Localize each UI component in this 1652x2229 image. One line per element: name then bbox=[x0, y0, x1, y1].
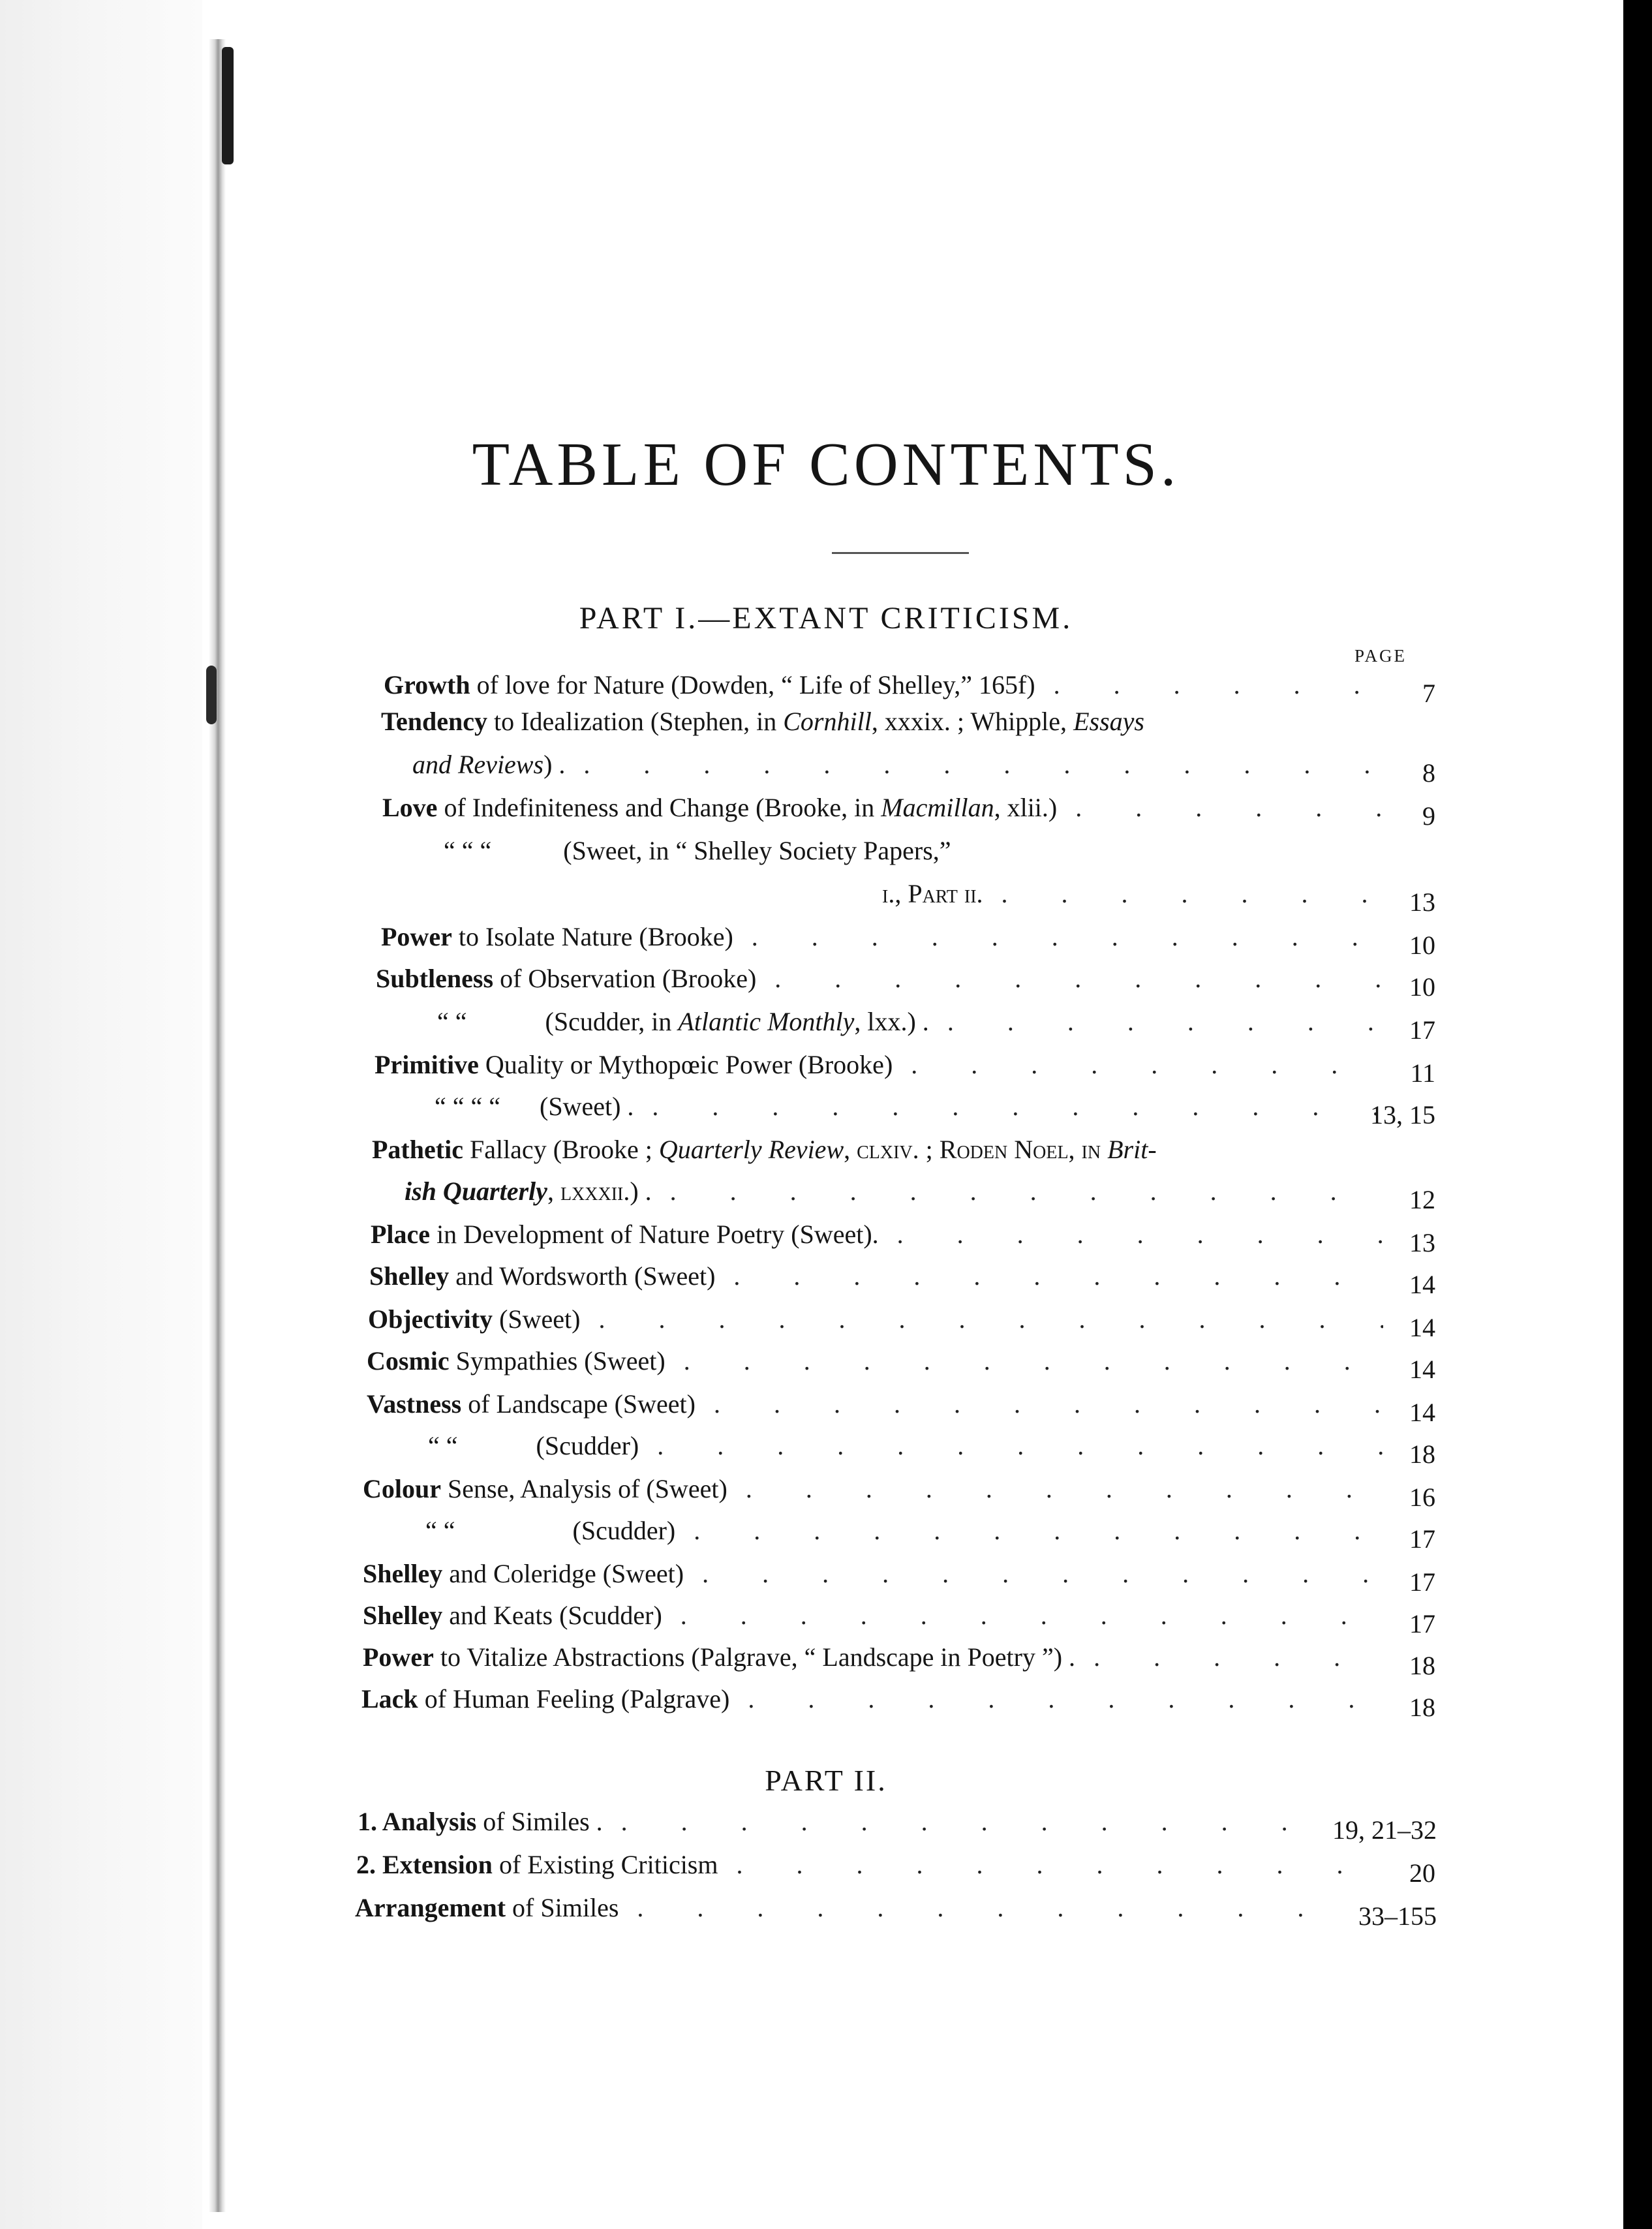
part-2-heading: PART II. bbox=[765, 1764, 887, 1797]
toc-entry: Shelley and Coleridge (Sweet) . . . 17 bbox=[363, 1558, 1383, 1597]
toc-entry: Power to Vitalize Abstractions (Palgrave, “ Landscape in Poetry ”) . . . . 18 bbox=[363, 1642, 1383, 1681]
page-number: 14 bbox=[1409, 1398, 1435, 1427]
toc-entry: Vastness of Landscape (Sweet) . . . 14 bbox=[367, 1389, 1383, 1428]
toc-entry: Cosmic Sympathies (Sweet) . . . 14 bbox=[367, 1345, 1383, 1385]
page-gutter bbox=[209, 39, 226, 2212]
binding-mark bbox=[222, 47, 234, 164]
toc-entry-continuation: i., Part ii. . . . 13 bbox=[882, 878, 1383, 917]
page-number: 13 bbox=[1409, 1228, 1435, 1257]
title-rule bbox=[832, 552, 969, 554]
page-number: 18 bbox=[1409, 1693, 1435, 1722]
page-number: 13 bbox=[1409, 887, 1435, 917]
ditto-marks: “ “ bbox=[425, 1516, 455, 1545]
ditto-marks: “ “ “ “ bbox=[435, 1092, 501, 1121]
page-number: 18 bbox=[1409, 1439, 1435, 1469]
ditto-marks: “ “ bbox=[428, 1431, 458, 1460]
toc-entry-continuation: ish Quarterly, lxxxii.) . . . . 12 bbox=[405, 1176, 1383, 1215]
toc-entry: “ “ “ “ (Sweet) . . . . 13, 15 bbox=[435, 1091, 1383, 1130]
toc-entry: Power to Isolate Nature (Brooke) . . . 10 bbox=[381, 921, 1383, 961]
scan-border bbox=[1623, 0, 1652, 2229]
page-number: 10 bbox=[1409, 930, 1435, 960]
scan-margin bbox=[0, 0, 202, 2229]
toc-entry-continuation: and Reviews) . . . . 8 bbox=[412, 749, 1383, 788]
page-title: TABLE OF CONTENTS. bbox=[472, 431, 1180, 499]
page-number: 17 bbox=[1409, 1609, 1435, 1638]
page-number: 18 bbox=[1409, 1651, 1435, 1680]
toc-entry: “ “ (Scudder) . . . 17 bbox=[425, 1515, 1383, 1554]
page-number: 16 bbox=[1409, 1483, 1435, 1512]
toc-entry: Subtleness of Observation (Brooke) . . . 10 bbox=[376, 963, 1383, 1002]
page-number: 33–155 bbox=[1358, 1901, 1437, 1931]
page-number: 14 bbox=[1409, 1313, 1435, 1342]
toc-entry: Primitive Quality or Mythopœic Power (Brooke) . . . 11 bbox=[375, 1049, 1383, 1088]
page-number: 17 bbox=[1409, 1015, 1435, 1045]
toc-entry: Tendency to Idealization (Stephen, in Cornhill, xxxix. ; Whipple, Essays bbox=[381, 707, 1144, 736]
toc-entry: Pathetic Fallacy (Brooke ; Quarterly Review, clxiv. ; Roden Noel, in Brit- bbox=[372, 1135, 1157, 1164]
toc-entry: Place in Development of Nature Poetry (Sweet). . . . 13 bbox=[371, 1219, 1383, 1258]
toc-entry: Shelley and Wordsworth (Sweet) . . . 14 bbox=[369, 1261, 1383, 1300]
page-number: 11 bbox=[1410, 1058, 1435, 1088]
toc-entry: 1. Analysis of Similes . . . . 19, 21–32 bbox=[358, 1806, 1313, 1845]
toc-entry: Growth of love for Nature (Dowden, “ Life of Shelley,” 165f) . . . 7 bbox=[384, 669, 1383, 709]
page-number: 13, 15 bbox=[1370, 1100, 1435, 1130]
ditto-marks: “ “ “ bbox=[444, 836, 492, 865]
toc-entry: Shelley and Keats (Scudder) . . . 17 bbox=[363, 1600, 1383, 1639]
toc-entry: Objectivity (Sweet) . . . 14 bbox=[368, 1304, 1383, 1343]
toc-entry: Love of Indefiniteness and Change (Brooke, in Macmillan, xlii.) . . . 9 bbox=[382, 792, 1383, 831]
toc-entry: “ “ (Scudder) . . . 18 bbox=[428, 1430, 1383, 1469]
page-number: 17 bbox=[1409, 1524, 1435, 1554]
part-1-heading: PART I.—EXTANT CRITICISM. bbox=[579, 601, 1073, 636]
page-number: 12 bbox=[1409, 1185, 1435, 1214]
toc-entry: “ “ (Scudder, in Atlantic Monthly, lxx.) . . . . 17 bbox=[437, 1006, 1383, 1045]
binding-mark bbox=[206, 666, 217, 724]
page-column-label: PAGE bbox=[1354, 646, 1407, 666]
page-number: 17 bbox=[1409, 1567, 1435, 1597]
page-number: 10 bbox=[1409, 972, 1435, 1002]
page-number: 14 bbox=[1409, 1270, 1435, 1299]
ditto-marks: “ “ bbox=[437, 1007, 467, 1036]
page-number: 19, 21–32 bbox=[1332, 1815, 1437, 1845]
page-number: 8 bbox=[1422, 758, 1435, 788]
toc-entry: 2. Extension of Existing Criticism . . . 20 bbox=[356, 1849, 1383, 1888]
toc-entry: Arrangement of Similes . . . 33–155 bbox=[355, 1892, 1313, 1931]
toc-entry: Colour Sense, Analysis of (Sweet) . . . 16 bbox=[363, 1473, 1383, 1513]
page-number: 14 bbox=[1409, 1355, 1435, 1384]
page-number: 20 bbox=[1409, 1858, 1435, 1888]
toc-entry: “ “ “ (Sweet, in “ Shelley Society Papers,” bbox=[444, 836, 951, 865]
toc-entry: Lack of Human Feeling (Palgrave) . . . 18 bbox=[361, 1683, 1383, 1723]
page-number: 7 bbox=[1422, 679, 1435, 708]
page-number: 9 bbox=[1422, 801, 1435, 831]
